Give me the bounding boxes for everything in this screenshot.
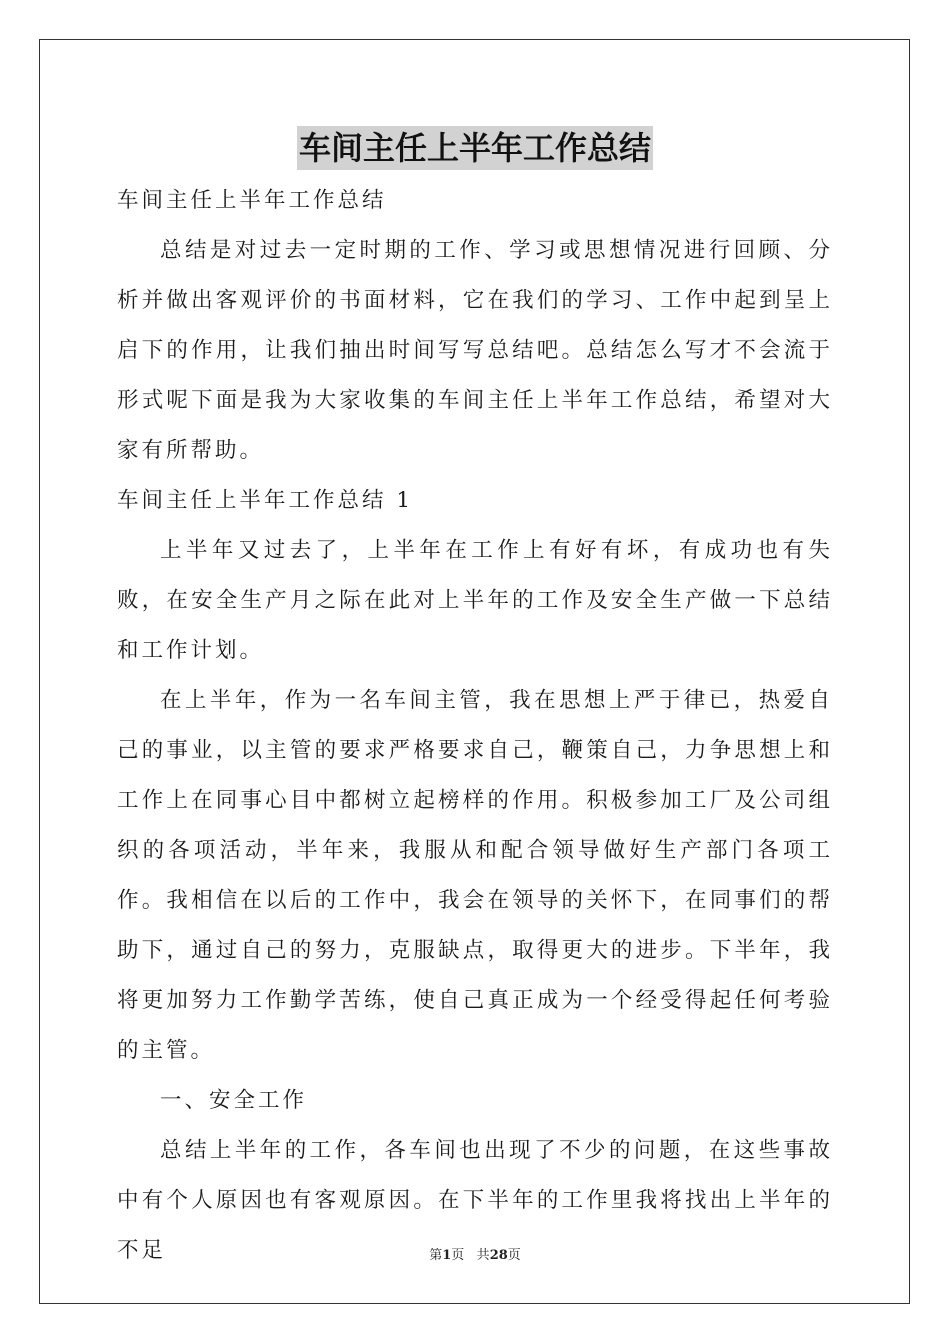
intro-paragraph: 总结是对过去一定时期的工作、学习或思想情况进行回顾、分析并做出客观评价的书面材料，它在我们的学习、工作中起到呈上启下的作用，让我们抽出时间写写总结吧。总结怎么写才不会流于形式呢下面是我为大家收集的车间主任上半年工作总结，希望对大家有所帮助。 [117, 238, 833, 463]
subtitle-paragraph: 车间主任上半年工作总结 [117, 188, 387, 213]
document-body [117, 176, 833, 1276]
total-pages: 28 [489, 1248, 508, 1263]
page-prefix: 第 [429, 1248, 443, 1263]
body-paragraph: 在上半年，作为一名车间主管，我在思想上严于律已，热爱自己的事业，以主管的要求严格要求自己，鞭策自己，力争思想上和工作上在同事心目中都树立起榜样的作用。积极参加工厂及公司组织的各项活动，半年来，我服从和配合领导做好生产部门各项工作。我相信在以后的工作中，我会在领导的关怀下，在同事们的帮助下，通过自己的努力，克服缺点，取得更大的进步。下半年，我将更加努力工作勤学苦练，使自己真正成为一个经受得起任何考验的主管。 [117, 688, 833, 1063]
body-paragraph: 总结上半年的工作，各车间也出现了不少的问题，在这些事故中有个人原因也有客观原因。在下半年的工作里我将找出上半年的不足 [117, 1138, 833, 1263]
section-heading-1: 车间主任上半年工作总结 1 [117, 488, 414, 513]
title-container [0, 126, 950, 170]
document-title: 车间主任上半年工作总结 [297, 126, 653, 170]
page-number: 1 [442, 1248, 452, 1263]
body-paragraph: 上半年又过去了，上半年在工作上有好有坏，有成功也有失败，在安全生产月之际在此对上半年的工作及安全生产做一下总结和工作计划。 [117, 538, 833, 663]
section-heading-safety: 一、安全工作 [160, 1088, 308, 1113]
total-prefix: 共 [476, 1248, 490, 1263]
total-suffix: 页 [507, 1248, 521, 1263]
page-footer [0, 1244, 950, 1263]
page-suffix: 页 [451, 1248, 465, 1263]
